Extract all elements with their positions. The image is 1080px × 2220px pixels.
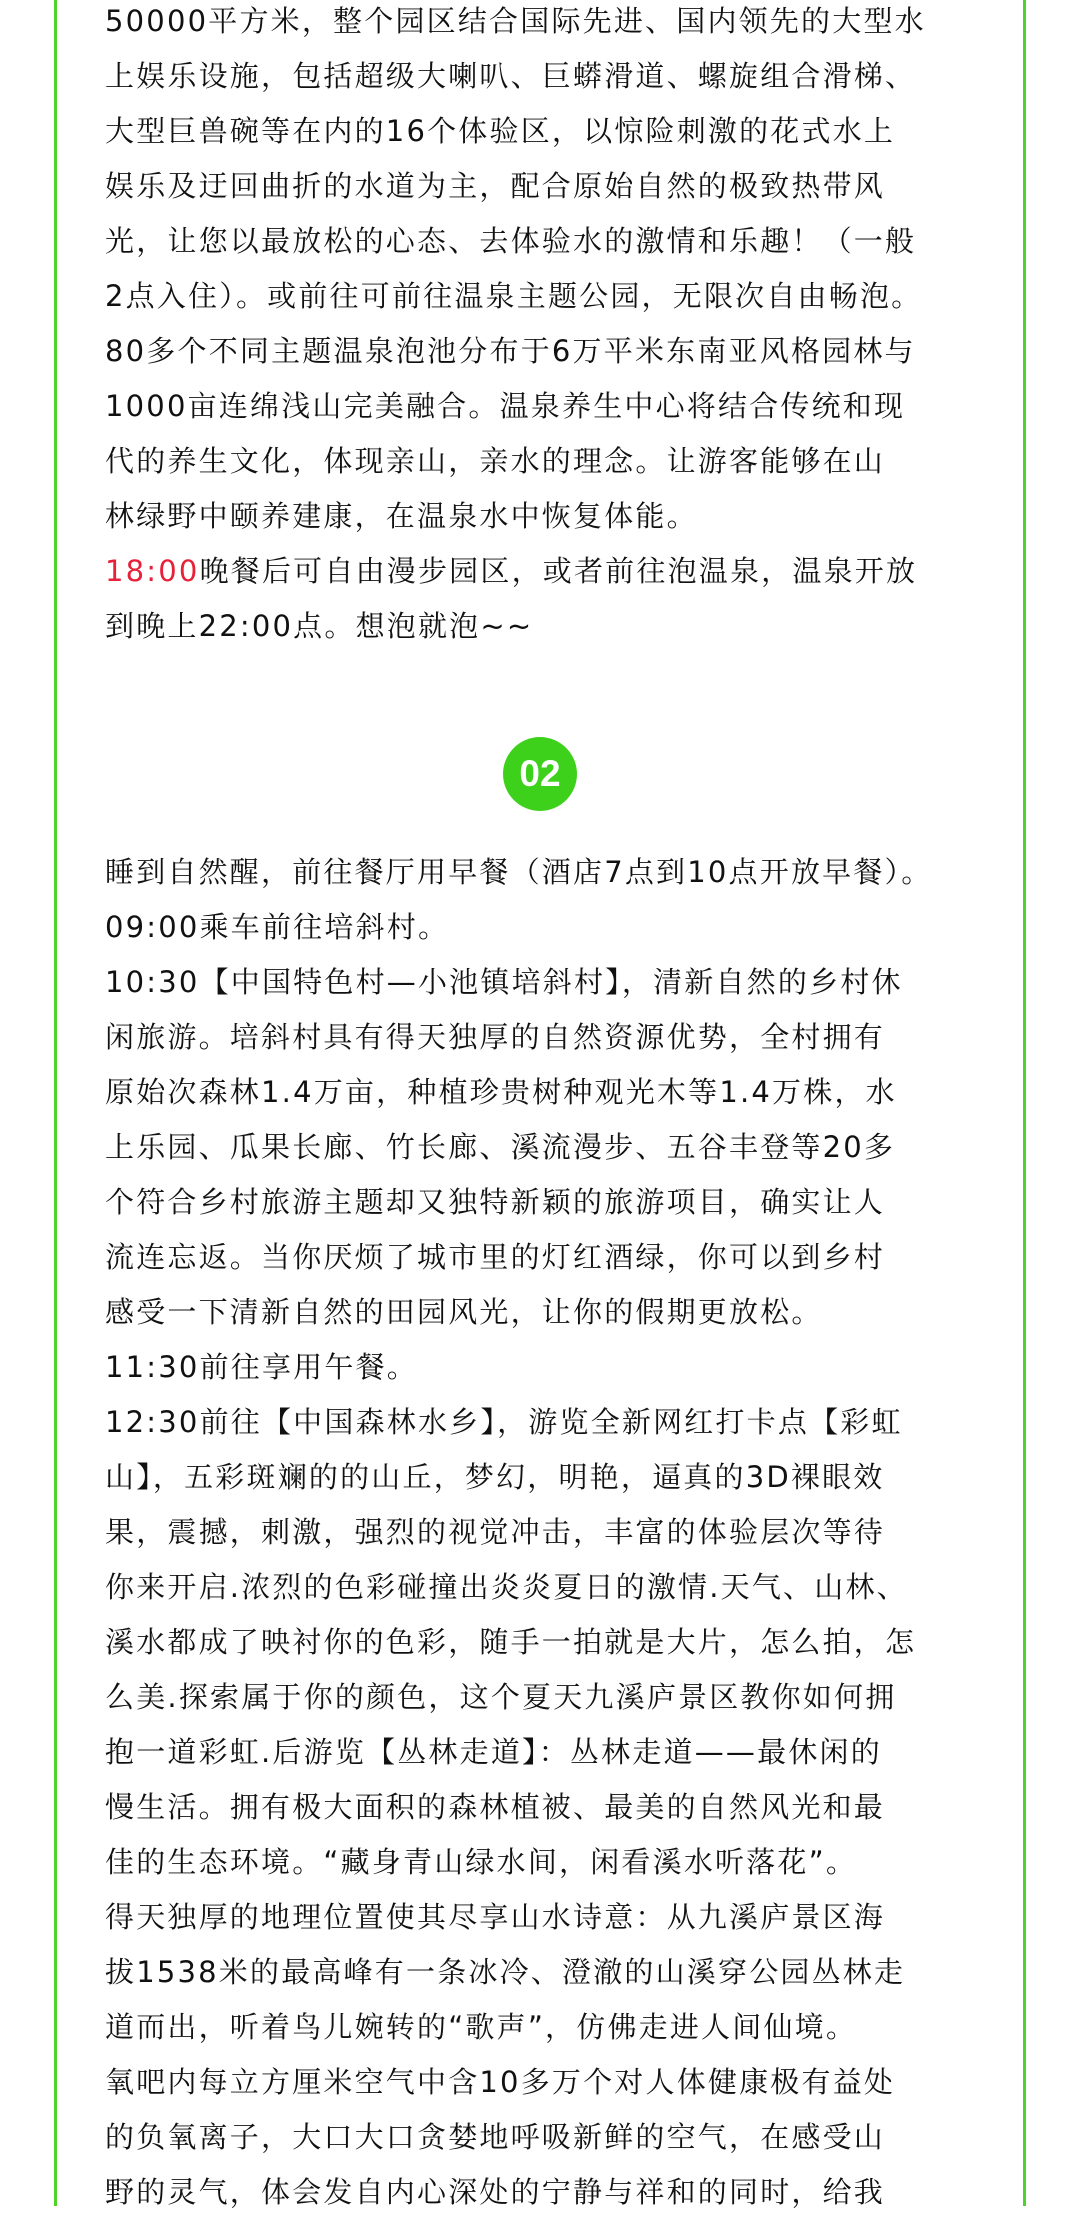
- day-number-badge: 02: [503, 737, 577, 811]
- paragraph-line: 流连忘返。当你厌烦了城市里的灯红酒绿，你可以到乡村: [105, 1240, 886, 1274]
- paragraph-line: 溪水都成了映衬你的色彩，随手一拍就是大片，怎么拍，怎: [105, 1625, 917, 1659]
- paragraph-line: 山】，五彩斑斓的的山丘，梦幻，明艳，逼真的3D裸眼效: [105, 1460, 885, 1494]
- paragraph-line: 09:00乘车前往培斜村。: [105, 910, 450, 944]
- paragraph-line: 上娱乐设施，包括超级大喇叭、巨蟒滑道、螺旋组合滑梯、: [105, 59, 917, 93]
- paragraph-line: 闲旅游。培斜村具有得天独厚的自然资源优势，全村拥有: [105, 1020, 886, 1054]
- day2-section: [105, 845, 932, 2220]
- paragraph-line: 睡到自然醒，前往餐厅用早餐（酒店7点到10点开放早餐）。: [105, 855, 933, 889]
- paragraph-line: 拔1538米的最高峰有一条冰冷、澄澈的山溪穿公园丛林走: [105, 1955, 906, 1989]
- paragraph-line: 道而出，听着鸟儿婉转的“歌声”，仿佛走进人间仙境。: [105, 2010, 858, 2044]
- paragraph-line: 光，让您以最放松的心态、去体验水的激情和乐趣！（一般: [105, 224, 917, 258]
- day-badge-wrap: [503, 737, 577, 811]
- paragraph-line: 代的养生文化，体现亲山，亲水的理念。让游客能够在山: [105, 444, 886, 478]
- paragraph-line: 大型巨兽碗等在内的16个体验区，以惊险刺激的花式水上: [105, 114, 896, 148]
- paragraph-line: 10:30【中国特色村—小池镇培斜村】，清新自然的乡村休: [105, 965, 903, 999]
- paragraph-line: 么美.探索属于你的颜色，这个夏天九溪庐景区教你如何拥: [105, 1680, 897, 1714]
- paragraph-line: 佳的生态环境。“藏身青山绿水间，闲看溪水听落花”。: [105, 1845, 858, 1879]
- paragraph-line: 50000平方米，整个园区结合国际先进、国内领先的大型水: [105, 4, 926, 38]
- paragraph-line: 到晚上22:00点。想泡就泡~~: [105, 609, 534, 643]
- paragraph-line: 娱乐及迂回曲折的水道为主，配合原始自然的极致热带风: [105, 169, 886, 203]
- evening-time: 18:00: [105, 554, 200, 588]
- paragraph-line: 12:30前往【中国森林水乡】，游览全新网红打卡点【彩虹: [105, 1405, 903, 1439]
- paragraph-line: 野的灵气，体会发自内心深处的宁静与祥和的同时，给我: [105, 2175, 886, 2209]
- day1-afternoon-section: [105, 0, 926, 654]
- paragraph-line: 原始次森林1.4万亩，种植珍贵树种观光木等1.4万株，水: [105, 1075, 897, 1109]
- paragraph-line: 个符合乡村旅游主题却又独特新颖的旅游项目，确实让人: [105, 1185, 886, 1219]
- paragraph-line: 上乐园、瓜果长廊、竹长廊、溪流漫步、五谷丰登等20多: [105, 1130, 896, 1164]
- paragraph-line: 1000亩连绵浅山完美融合。温泉养生中心将结合传统和现: [105, 389, 906, 423]
- paragraph-line: 慢生活。拥有极大面积的森林植被、最美的自然风光和最: [105, 1790, 886, 1824]
- evening-schedule-line: [105, 544, 926, 599]
- paragraph-line: 的负氧离子，大口大口贪婪地呼吸新鲜的空气，在感受山: [105, 2120, 886, 2154]
- paragraph-line: 果，震撼，刺激，强烈的视觉冲击，丰富的体验层次等待: [105, 1515, 886, 1549]
- paragraph-line: 氧吧内每立方厘米空气中含10多万个对人体健康极有益处: [105, 2065, 896, 2099]
- paragraph-line: 感受一下清新自然的田园风光，让你的假期更放松。: [105, 1295, 823, 1329]
- paragraph-line: 你来开启.浓烈的色彩碰撞出炎炎夏日的激情.天气、山林、: [105, 1570, 908, 1604]
- paragraph-line: 林绿野中颐养建康，在温泉水中恢复体能。: [105, 499, 698, 533]
- paragraph-line: 得天独厚的地理位置使其尽享山水诗意：从九溪庐景区海: [105, 1900, 886, 1934]
- paragraph-line: 80多个不同主题温泉泡池分布于6万平米东南亚风格园林与: [105, 334, 916, 368]
- evening-text: 晚餐后可自由漫步园区，或者前往泡温泉，温泉开放: [199, 554, 918, 588]
- paragraph-line: 2点入住）。或前往可前往温泉主题公园，无限次自由畅泡。: [105, 279, 923, 313]
- paragraph-line: 11:30前往享用午餐。: [105, 1350, 418, 1384]
- paragraph-line: 抱一道彩虹.后游览【丛林走道】：丛林走道——最休闲的: [105, 1735, 882, 1769]
